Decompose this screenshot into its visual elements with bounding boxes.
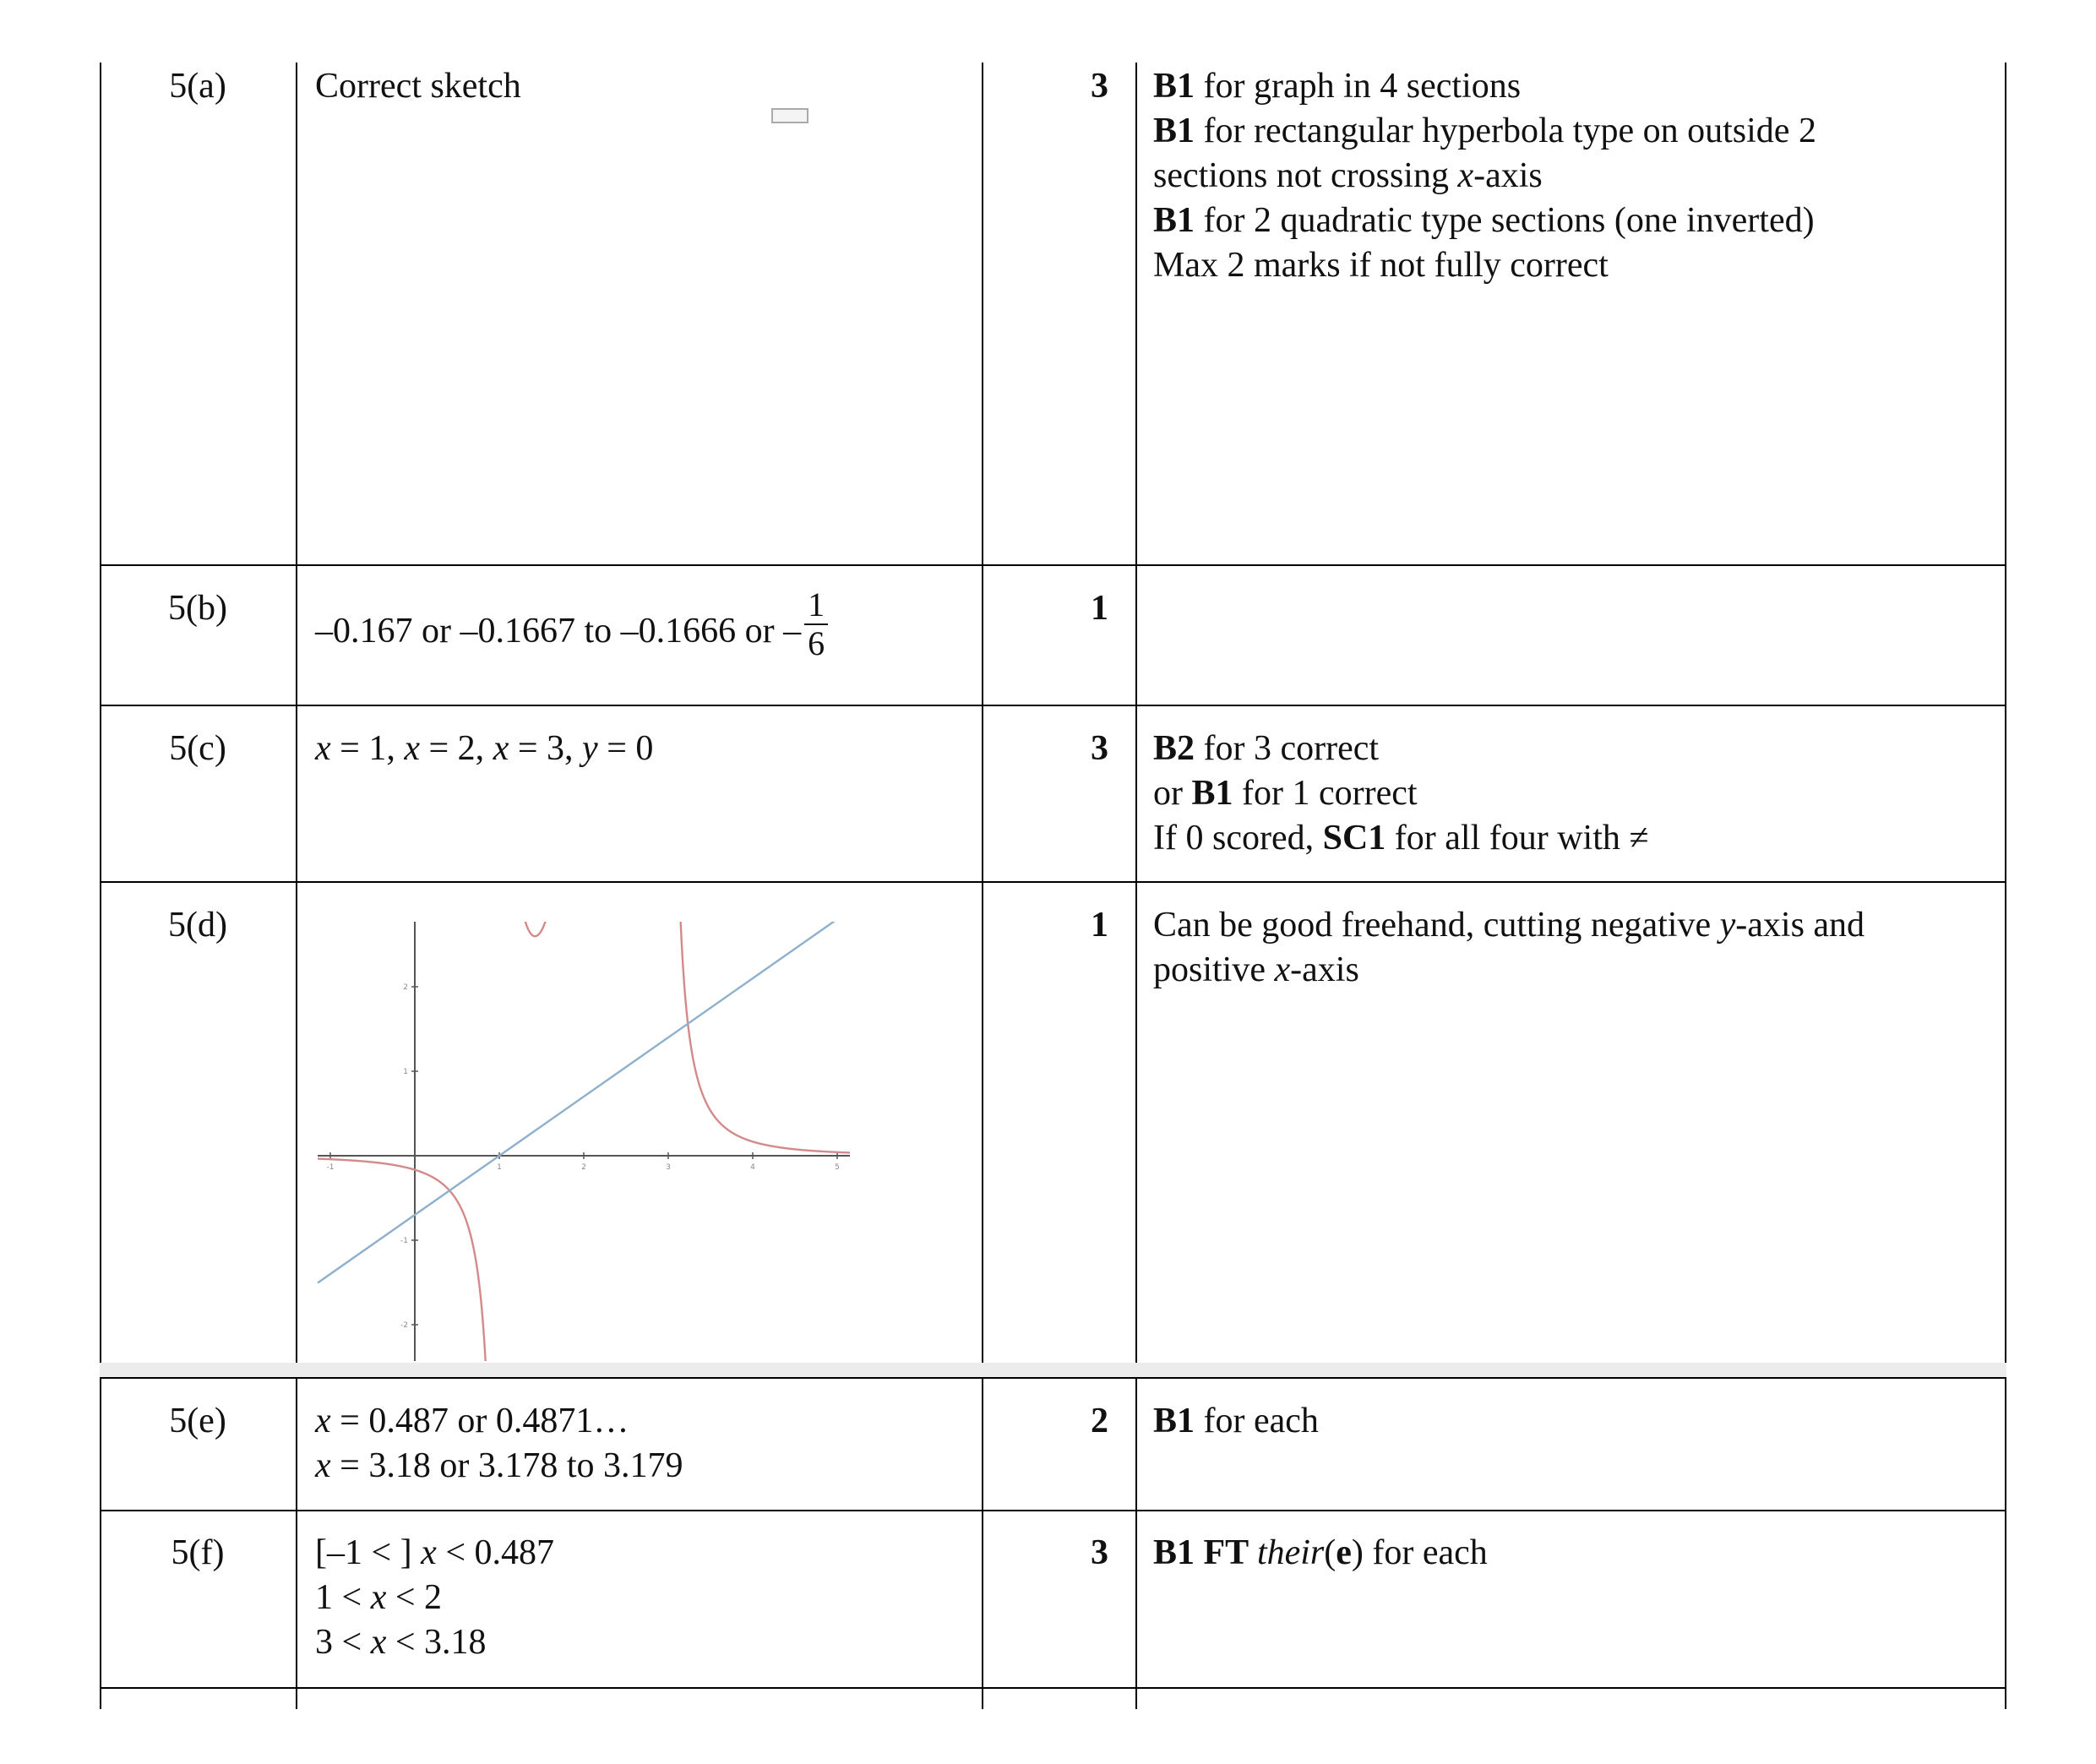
text-run: x <box>315 729 331 768</box>
text-run: = 0.487 or 0.4871… <box>330 1402 629 1440</box>
guidance-cell <box>1153 727 1990 861</box>
column-divider-1 <box>296 63 297 1709</box>
marks-cell: 1 <box>1091 906 1108 945</box>
text-run: -axis and <box>1735 906 1865 945</box>
text-run: B1 FT <box>1153 1533 1257 1572</box>
text-line <box>315 1576 554 1620</box>
text-run: y <box>1719 906 1736 945</box>
text-line <box>1153 1531 1990 1576</box>
text-run: -axis <box>1290 950 1359 989</box>
y-tick-label: 1 <box>403 1068 408 1076</box>
x-tick-label: 1 <box>497 1163 502 1172</box>
marks-cell: 3 <box>1091 729 1108 768</box>
table-border-right <box>2005 63 2006 1709</box>
text-line <box>315 1399 683 1444</box>
x-tick-label: 2 <box>581 1163 586 1172</box>
text-run: x <box>493 729 509 768</box>
marks-cell: 1 <box>1091 589 1108 628</box>
marks-cell: 2 <box>1091 1402 1108 1440</box>
text-run: 3 < <box>315 1623 371 1662</box>
text-run: their <box>1256 1533 1325 1572</box>
row-divider <box>100 881 2006 883</box>
text-run: positive <box>1153 950 1275 989</box>
sketch-thumbnail <box>771 108 808 123</box>
answer-text: –0.167 or –0.1667 to –0.1666 or – <box>315 611 802 651</box>
text-run: sections not crossing <box>1153 156 1458 195</box>
text-run: x <box>370 1578 387 1617</box>
text-run: B1 <box>1153 67 1195 106</box>
marks-cell: 3 <box>1091 1533 1108 1572</box>
curve-branch <box>512 922 563 936</box>
fraction-numerator: 1 <box>804 586 828 625</box>
text-run: B1 <box>1153 1402 1195 1440</box>
text-run: x <box>1457 156 1474 195</box>
text-line <box>1153 727 1990 771</box>
text-run: or <box>1153 774 1192 813</box>
text-run: SC1 <box>1322 819 1386 858</box>
marks-cell: 3 <box>1091 67 1108 106</box>
text-run: x <box>404 729 420 768</box>
curve-branch <box>318 1159 491 1361</box>
text-line <box>1153 154 1990 199</box>
row-divider <box>100 1510 2006 1511</box>
curve-branch <box>677 922 850 1152</box>
text-run: for 2 quadratic type sections (one inverted) <box>1195 201 1815 240</box>
question-number: 5(c) <box>169 729 226 768</box>
text-run: for 1 correct <box>1233 774 1418 813</box>
text-line <box>315 1531 554 1576</box>
text-run: = 3, <box>509 729 583 768</box>
guidance-cell <box>1153 64 1990 288</box>
graph-axes <box>318 922 850 1361</box>
row-divider <box>100 705 2006 706</box>
text-run: = 0 <box>597 729 654 768</box>
text-line <box>1153 903 1990 948</box>
text-run: x <box>421 1533 437 1572</box>
guidance-cell <box>1153 903 1990 993</box>
question-number: 5(e) <box>169 1402 226 1440</box>
column-divider-3 <box>1135 63 1137 1709</box>
text-run: [–1 < ] <box>315 1533 422 1572</box>
text-line <box>1153 109 1990 154</box>
text-run: x <box>315 1446 331 1485</box>
text-run: 1 < <box>315 1578 371 1617</box>
row-divider <box>100 564 2006 566</box>
text-run: = 1, <box>330 729 405 768</box>
answer-cell <box>315 1531 554 1665</box>
x-tick-label: 4 <box>750 1163 755 1172</box>
text-line: Correct sketch <box>315 67 521 106</box>
text-run: B2 <box>1153 729 1195 768</box>
text-line <box>1153 948 1990 993</box>
text-run: x <box>1274 950 1291 989</box>
answer-cell <box>315 586 828 662</box>
text-run: e <box>1336 1533 1352 1572</box>
guidance-cell <box>1153 1399 1990 1444</box>
answer-fraction <box>804 586 828 662</box>
text-run: B1 <box>1153 112 1195 150</box>
straight-line <box>318 922 850 1283</box>
x-tick-label: 5 <box>835 1163 840 1172</box>
question-number: 5(f) <box>171 1533 225 1572</box>
text-line <box>315 1620 554 1665</box>
text-line <box>1153 1399 1990 1444</box>
table-border-left <box>100 63 101 1709</box>
text-run: for graph in 4 sections <box>1195 67 1522 106</box>
text-run: x <box>370 1623 387 1662</box>
guidance-cell <box>1153 1531 1990 1576</box>
text-line <box>315 1444 683 1489</box>
text-run: = 2, <box>420 729 493 768</box>
row-divider <box>100 1687 2006 1689</box>
fraction-denominator: 6 <box>808 624 825 662</box>
text-run: < 2 <box>386 1578 443 1617</box>
text-run: < 0.487 <box>436 1533 555 1572</box>
answer-cell <box>315 727 653 771</box>
text-run: for each <box>1195 1402 1319 1440</box>
text-run: = 3.18 or 3.178 to 3.179 <box>330 1446 683 1485</box>
text-run: x <box>315 1402 331 1440</box>
text-run: B1 <box>1191 774 1233 813</box>
text-line <box>1153 243 1990 288</box>
graph-sketch <box>315 922 856 1361</box>
text-run: If 0 scored, <box>1153 819 1323 858</box>
graph-ticks <box>327 922 840 1361</box>
text-run: < 3.18 <box>386 1623 487 1662</box>
graph-curves <box>318 922 850 1361</box>
graph-line <box>318 922 850 1283</box>
answer-cell <box>315 64 521 109</box>
answer-cell <box>315 1399 683 1489</box>
text-run: y <box>582 729 598 768</box>
text-run: for 3 correct <box>1195 729 1380 768</box>
column-divider-2 <box>982 63 983 1709</box>
question-number: 5(b) <box>168 589 227 628</box>
text-run: Can be good freehand, cutting negative <box>1153 906 1720 945</box>
text-run: ( <box>1324 1533 1337 1572</box>
text-run: B1 <box>1153 201 1195 240</box>
text-run: for all four with ≠ <box>1386 819 1649 858</box>
x-tick-label: -1 <box>326 1163 335 1172</box>
y-tick-label: -1 <box>400 1237 408 1245</box>
question-number: 5(d) <box>168 906 227 945</box>
row-divider <box>100 1377 2006 1379</box>
text-line <box>1153 64 1990 109</box>
text-line <box>1153 199 1990 243</box>
text-run: ) for each <box>1351 1533 1488 1572</box>
y-tick-label: -2 <box>400 1321 408 1330</box>
text-line <box>1153 771 1990 816</box>
question-number: 5(a) <box>169 67 226 106</box>
row-gap-band <box>100 1363 2006 1378</box>
y-tick-label: 2 <box>403 983 408 992</box>
text-run: Max 2 marks if not fully correct <box>1153 246 1609 285</box>
text-line <box>1153 816 1990 861</box>
x-tick-label: 3 <box>666 1163 671 1172</box>
text-run: -axis <box>1473 156 1543 195</box>
text-run: for rectangular hyperbola type on outside 2 <box>1195 112 1816 150</box>
text-line <box>315 727 653 771</box>
